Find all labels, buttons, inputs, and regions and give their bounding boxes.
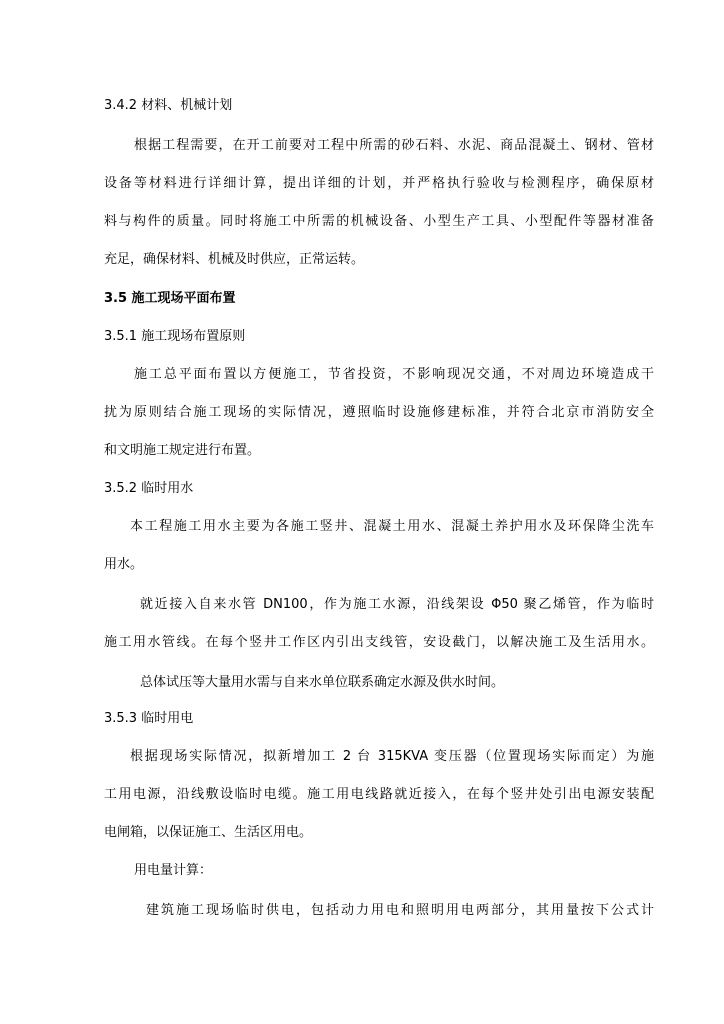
paragraph-line: 充足，确保材料、机械及时供应，正常运转。	[104, 252, 365, 267]
paragraph-line: 施工总平面布置以方便施工，节省投资，不影响现况交通，不对周边环境造成干	[134, 367, 654, 382]
paragraph-line: 根据工程需要，在开工前要对工程中所需的砂石料、水泥、商品混凝土、钢材、管材	[134, 138, 654, 153]
section-heading-3-5-2: 3.5.2 临时用水	[104, 481, 194, 496]
section-heading-3-4-2: 3.4.2 材料、机械计划	[104, 98, 233, 113]
paragraph-line: 根据现场实际情况，拟新增加工 2 台 315KVA 变压器（位置现场实际而定）为施	[130, 749, 654, 764]
paragraph-line: 用水。	[104, 557, 144, 572]
paragraph-line: 用电量计算：	[134, 863, 213, 878]
paragraph-line: 扰为原则结合施工现场的实际情况，遵照临时设施修建标准，并符合北京市消防安全	[104, 405, 654, 420]
paragraph-line: 设备等材料进行详细计算，提出详细的计划，并严格执行验收与检测程序，确保原材	[104, 176, 654, 191]
paragraph-line: 施工用水管线。在每个竖井工作区内引出支线管，安设截门，以解决施工及生活用水。	[104, 635, 654, 650]
section-heading-3-5: 3.5 施工现场平面布置	[104, 291, 236, 306]
paragraph-line: 建筑施工现场临时供电，包括动力用电和照明用电两部分，其用量按下公式计	[146, 903, 654, 918]
paragraph-line: 和文明施工规定进行布置。	[104, 443, 261, 458]
paragraph-line: 就近接入自来水管 DN100，作为施工水源，沿线架设 Φ50 聚乙烯管，作为临时	[140, 597, 654, 612]
paragraph-line: 电闸箱，以保证施工、生活区用电。	[104, 825, 313, 840]
paragraph-line: 总体试压等大量用水需与自来水单位联系确定水源及供水时间。	[140, 675, 505, 690]
paragraph-line: 本工程施工用水主要为各施工竖井、混凝土用水、混凝土养护用水及环保降尘洗车	[130, 519, 654, 534]
section-heading-3-5-1: 3.5.1 施工现场布置原则	[104, 329, 246, 344]
section-heading-3-5-3: 3.5.3 临时用电	[104, 711, 194, 726]
paragraph-line: 料与构件的质量。同时将施工中所需的机械设备、小型生产工具、小型配件等器材准备	[104, 214, 654, 229]
paragraph-line: 工用电源，沿线敷设临时电缆。施工用电线路就近接入，在每个竖井处引出电源安装配	[104, 787, 654, 802]
